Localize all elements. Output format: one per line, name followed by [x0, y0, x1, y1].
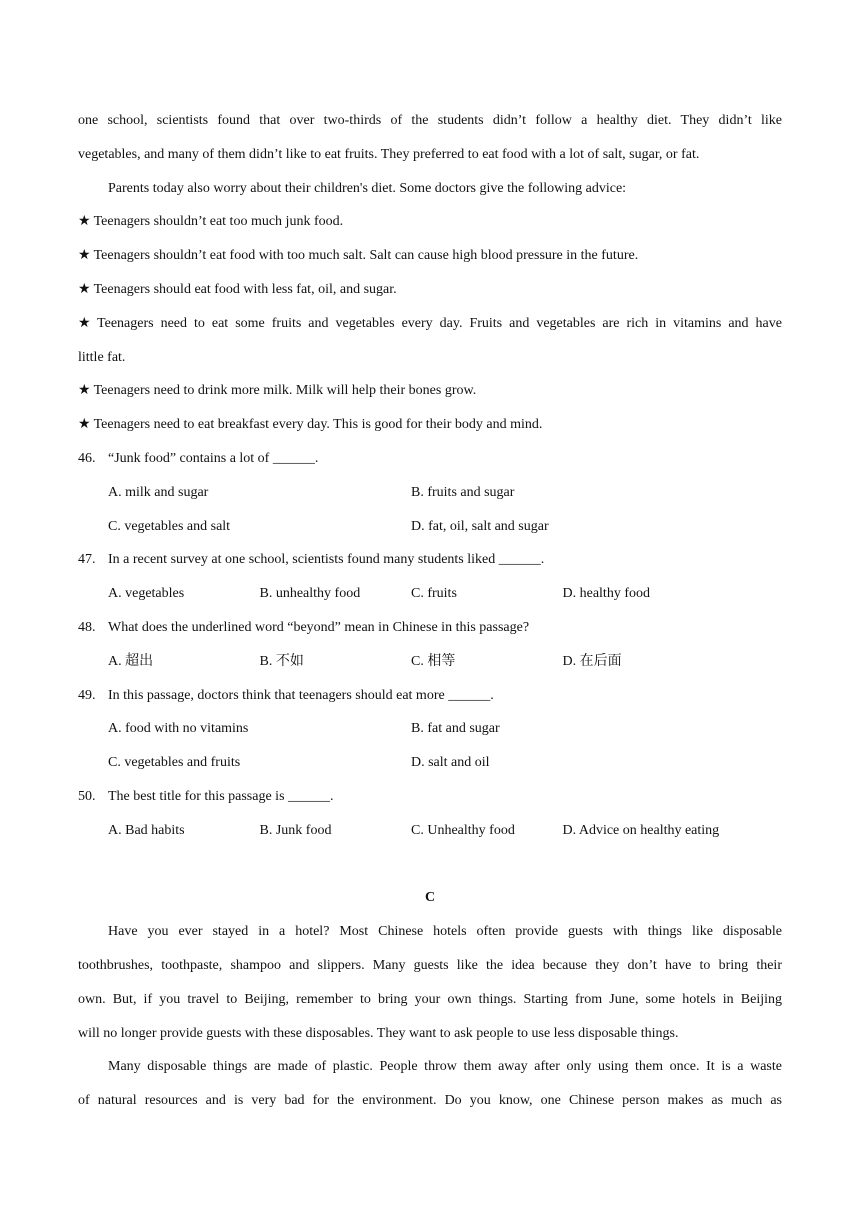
advice-text: Teenagers need to eat breakfast every day. This is good for their body and mind.	[93, 417, 543, 433]
question-48-options	[78, 645, 782, 679]
option-c: C. fruits	[411, 586, 457, 602]
option-c: C. Unhealthy food	[411, 822, 515, 838]
option-d: D. Advice on healthy eating	[562, 822, 720, 838]
question-49-options-row-2	[78, 746, 782, 780]
star-icon: ★	[78, 247, 91, 264]
question-text: In a recent survey at one school, scientists found many students liked ______.	[108, 552, 545, 568]
question-46	[78, 442, 782, 476]
advice-item-6	[78, 408, 782, 442]
option-c: C. vegetables and salt	[108, 518, 231, 534]
option-b: B. Junk food	[259, 822, 332, 838]
question-text: The best title for this passage is ______.	[108, 788, 334, 804]
advice-item-4-continuation: little fat.	[78, 349, 126, 365]
option-c: C. 相等	[411, 653, 456, 669]
passage-c-p1-line-4: will no longer provide guests with these disposables. They want to ask people to use less disposable things.	[78, 1025, 679, 1041]
option-b: B. fat and sugar	[411, 721, 500, 737]
question-number: 49.	[78, 687, 96, 703]
question-49	[78, 679, 782, 713]
advice-text: Teenagers need to drink more milk. Milk will help their bones grow.	[93, 383, 477, 399]
passage-b-line-2: vegetables, and many of them didn’t like to eat fruits. They preferred to eat food with a lot of salt, sugar, or fat.	[78, 146, 700, 162]
advice-item-2	[78, 239, 782, 273]
option-a: A. milk and sugar	[108, 484, 209, 500]
question-number: 46.	[78, 450, 96, 466]
question-49-options-row-1	[78, 712, 782, 746]
question-46-options-row-2	[78, 510, 782, 544]
option-d: D. healthy food	[562, 586, 650, 602]
option-a: A. Bad habits	[108, 822, 185, 838]
advice-text: Teenagers shouldn’t eat too much junk food.	[93, 214, 344, 230]
star-icon: ★	[78, 382, 91, 399]
question-50	[78, 780, 782, 814]
advice-text: Teenagers shouldn’t eat food with too much salt. Salt can cause high blood pressure in the future.	[93, 248, 639, 264]
option-a: A. vegetables	[108, 586, 185, 602]
option-d: D. 在后面	[562, 653, 622, 669]
option-a: A. food with no vitamins	[108, 721, 249, 737]
question-47-options	[78, 577, 782, 611]
question-48	[78, 611, 782, 645]
advice-text: Teenagers should eat food with less fat, oil, and sugar.	[93, 281, 397, 297]
star-icon: ★	[78, 416, 91, 433]
question-number: 47.	[78, 552, 96, 568]
question-50-options	[78, 814, 782, 848]
option-c: C. vegetables and fruits	[108, 755, 241, 771]
question-text: What does the underlined word “beyond” mean in Chinese in this passage?	[108, 619, 530, 635]
advice-intro: Parents today also worry about their children's diet. Some doctors give the following advice:	[108, 180, 627, 196]
option-d: D. fat, oil, salt and sugar	[411, 518, 549, 534]
passage-b-line-1: one school, scientists found that over two-thirds of the students didn’t follow a healthy diet. They didn’t like	[78, 113, 782, 128]
advice-item-4	[78, 307, 782, 341]
option-d: D. salt and oil	[411, 755, 490, 771]
passage-c-p1-line-3: own. But, if you travel to Beijing, remember to bring your own things. Starting from June, some hotels in Beijing	[78, 991, 782, 1007]
advice-text: Teenagers need to eat some fruits and vegetables every day. Fruits and vegetables are rich in vitamins and have	[97, 315, 782, 331]
advice-item-1	[78, 205, 782, 239]
question-47	[78, 543, 782, 577]
question-number: 48.	[78, 619, 96, 635]
passage-c-p2-line-1: Many disposable things are made of plastic. People throw them away after only using them once. It is a waste	[108, 1059, 782, 1075]
question-text: In this passage, doctors think that teenagers should eat more ______.	[108, 687, 494, 703]
section-title: C	[424, 890, 436, 906]
option-a: A. 超出	[108, 653, 154, 669]
option-b: B. unhealthy food	[259, 586, 361, 602]
option-b: B. fruits and sugar	[411, 484, 515, 500]
question-text: “Junk food” contains a lot of ______.	[108, 450, 319, 466]
star-icon: ★	[78, 213, 91, 230]
advice-item-3	[78, 273, 782, 307]
advice-item-5	[78, 374, 782, 408]
section-gap	[78, 848, 782, 882]
star-icon: ★	[78, 314, 95, 331]
document-page	[78, 104, 782, 1118]
passage-c-p1-line-1: Have you ever stayed in a hotel? Most Chinese hotels often provide guests with things like disposable	[108, 924, 782, 940]
passage-c-p2-line-2: of natural resources and is very bad for the environment. Do you know, one Chinese person makes as much as	[78, 1093, 782, 1109]
question-46-options-row-1	[78, 476, 782, 510]
passage-c-p1-line-2: toothbrushes, toothpaste, shampoo and slippers. Many guests like the idea because they don’t have to bring their	[78, 957, 782, 973]
star-icon: ★	[78, 280, 91, 297]
question-number: 50.	[78, 788, 96, 804]
option-b: B. 不如	[259, 653, 304, 669]
